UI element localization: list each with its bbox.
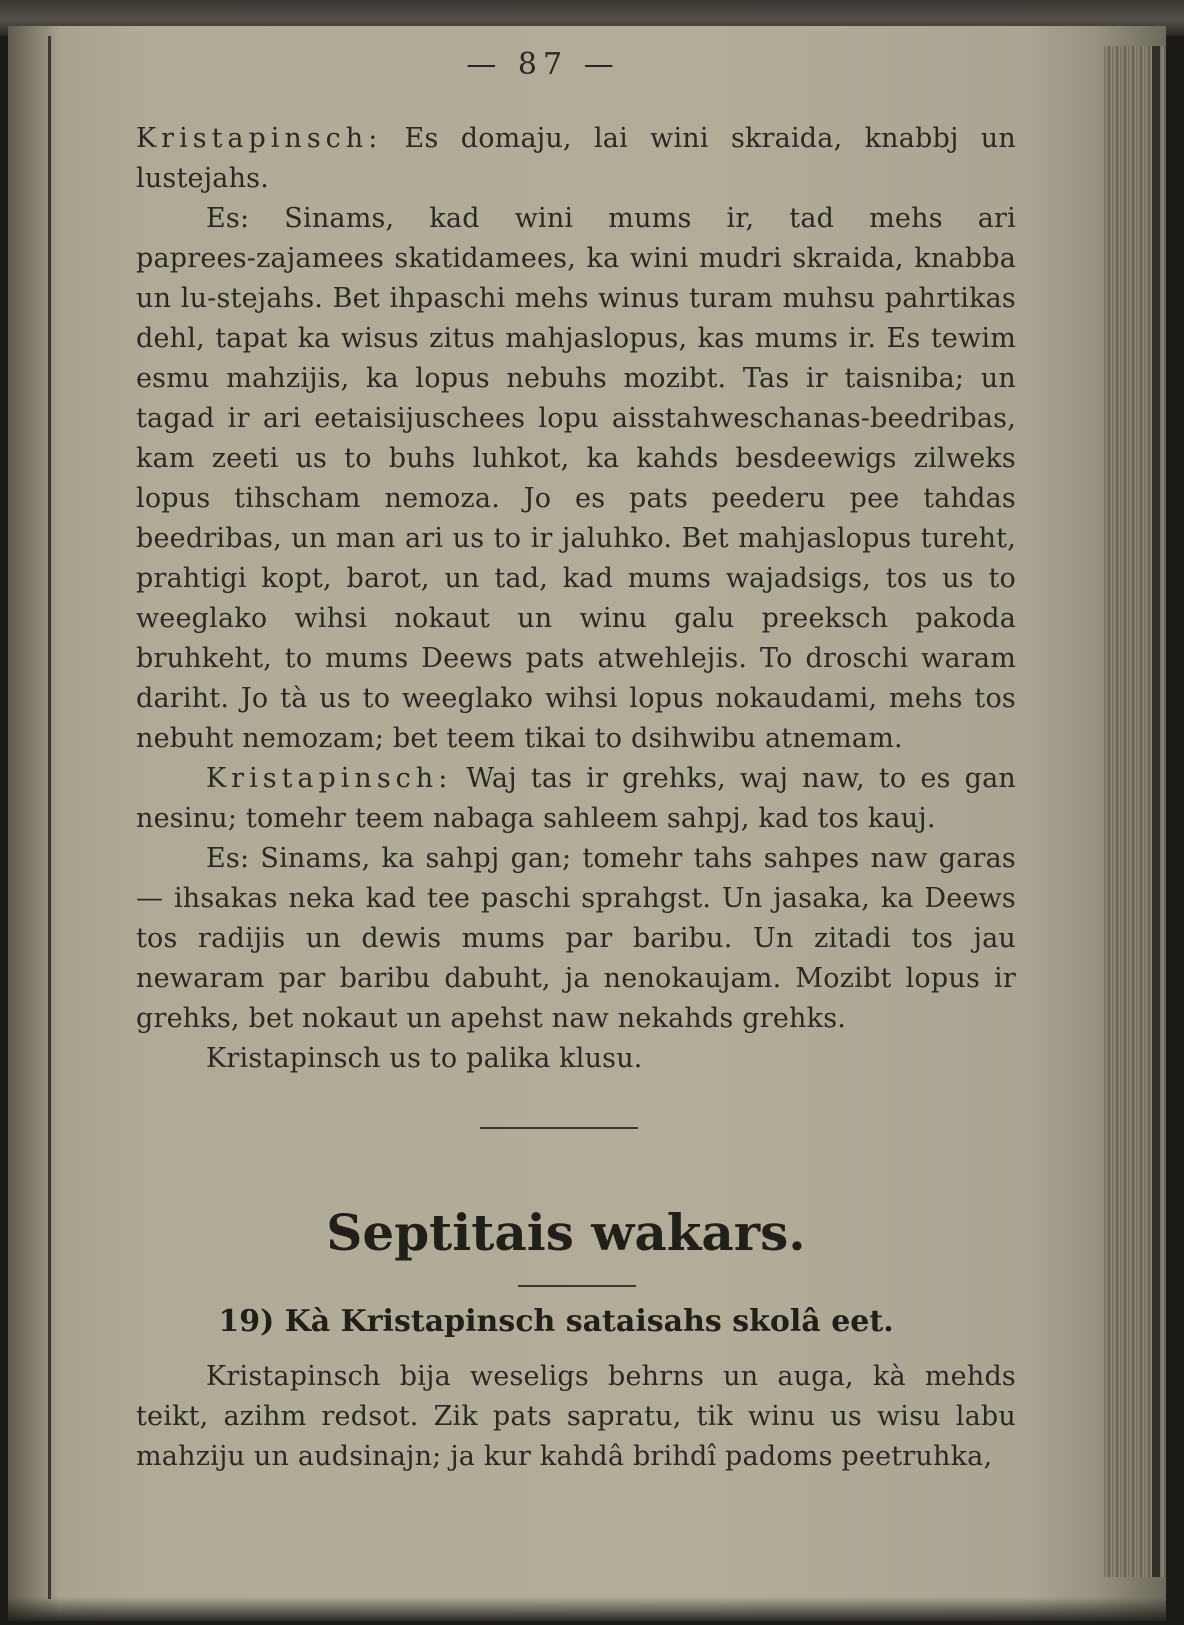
paragraph-text: Sinams, ka sahpj gan; tomehr tahs sahpes naw garas — ihsakas neka kad tee paschi sprahgst. Un jasaka, ka Deews tos radijis un dewis mums par baribu. Un zitadi tos jau newaram par baribu dabuht, ja nenokaujam. Mozibt lopus ir grehks, bet nokaut un apehst naw nekahds grehks.	[136, 843, 1016, 1034]
chapter-paragraph: Kristapinsch bija weseligs behrns un auga, kà mehds teikt, azihm redsot. Zik pats sapratu, tik winu us wisu labu mahziju un audsinajn; ja kur kahdâ brihdî padoms peetruhka,	[136, 1361, 1016, 1472]
page-text-block	[136, 45, 1016, 1477]
section-divider	[480, 1127, 638, 1129]
dialogue-paragraph-4	[136, 839, 1016, 1039]
paragraph-text: Waj tas ir grehks, waj naw, to es gan nesinu; tomehr teem nabaga sahleem sahpj, kad tos kauj.	[136, 763, 1016, 834]
paragraph-text: Es domaju, lai wini skraida, knabbj un lustejahs.	[136, 123, 1016, 194]
dialogue-paragraph-3	[136, 759, 1016, 839]
page-gutter	[8, 26, 60, 1621]
title-rule	[518, 1285, 636, 1287]
speaker-label: Kristapinsch:	[206, 763, 453, 794]
chapter-heading: 19) Kà Kristapinsch sataisahs skolâ eet.	[218, 1304, 894, 1339]
speaker-label: Es:	[206, 203, 250, 234]
dialogue-paragraph-1	[136, 119, 1016, 199]
paragraph-text: Sinams, kad wini mums ir, tad mehs ari paprees‑zajamees skatidamees, ka wini mudri skraida, knabba un lu‑stejahs. Bet ihpaschi mehs winus turam muhsu pahrtikas dehl, tapat ka wisus zitus mahjaslopus, kas mums ir. Es tewim esmu mahzijis, ka lopus nebuhs mozibt. Tas ir taisniba; un tagad ir ari eetaisijuschees lopu aisstahweschanas‑beedribas, kam zeeti us to buhs luhkot, ka kahds besdeewigs zilweks lopus tihscham nemoza. Jo es pats peederu pee tahdas beedribas, un man ari us to ir jaluhko. Bet mahjaslopus tureht, prahtigi kopt, barot, un tad, kad mums wajadsigs, tos us to weeglako wihsi nokaut un winu galu preeksch pakoda bruhkeht, to mums Deews pats atwehlejis. To droschi waram dariht. Jo tà us to weeglako wihsi lopus nokaudami, mehs tos nebuht nemozam; bet teem tikai to dsihwibu atnemam.	[136, 203, 1016, 754]
speaker-label: Kristapinsch:	[136, 123, 383, 154]
section-title: Septitais wakars.	[326, 1203, 806, 1262]
page-bottom-shadow	[8, 1597, 1166, 1621]
dialogue-paragraph-2	[136, 199, 1016, 759]
paragraph-text: Kristapinsch us to palika klusu.	[206, 1043, 643, 1074]
speaker-label: Es:	[206, 843, 250, 874]
page-number: — 87 —	[466, 47, 620, 82]
dialogue-paragraph-5	[136, 1039, 1016, 1079]
page-edge-stack	[1104, 46, 1166, 1577]
